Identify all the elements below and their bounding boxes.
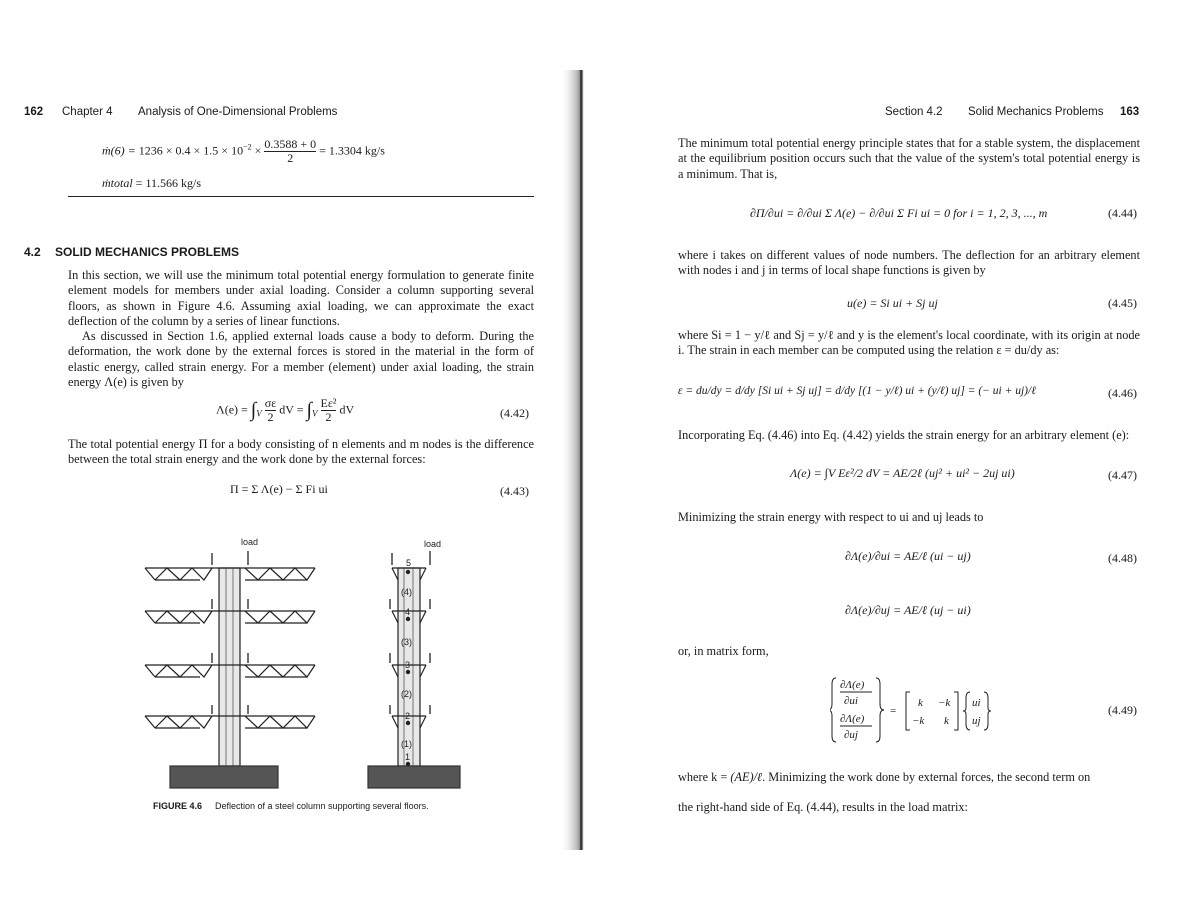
fig-load-right: load [424, 539, 442, 549]
right-para-4: Incorporating Eq. (4.46) into Eq. (4.42) yields the strain energy for an arbitrary element (e): [678, 428, 1130, 442]
eq442-end: dV [339, 402, 355, 417]
fig-element-4: (4) [401, 587, 412, 597]
chapter-title: Analysis of One-Dimensional Problems [138, 106, 338, 118]
right-para-5: Minimizing the strain energy with respect to ui and uj leads to [678, 510, 984, 524]
equation-4-48b: ∂Λ(e)/∂uj = AE/ℓ (uj − ui) [845, 603, 971, 617]
figure-caption: Deflection of a steel column supporting several floors. [215, 801, 429, 811]
fig-element-3: (3) [401, 637, 412, 647]
chapter-label: Chapter 4 [62, 106, 113, 118]
section-title: SOLID MECHANICS PROBLEMS [55, 245, 240, 259]
svg-text:∂Λ(e): ∂Λ(e) [840, 713, 865, 725]
svg-text:uj: uj [972, 715, 981, 727]
eq-m6-exp: −2 [243, 142, 252, 152]
left-para-2: As discussed in Section 1.6, applied external loads cause a body to deform. During the deformation, the work done by the external forces is stored in the material in the form of elastic energy, called strain energy. For a member (element) under axial loading, the strain energy Λ(e) is given by [68, 329, 534, 389]
right-para-7 [678, 770, 1148, 785]
rule-line [68, 196, 534, 197]
eq443-number: (4.43) [500, 484, 529, 498]
para7-b: . Minimizing the work done by external forces, the second term on [762, 770, 1091, 784]
eq442-frac2 [321, 397, 337, 424]
svg-text:∂Λ(e): ∂Λ(e) [840, 679, 865, 691]
left-para-3: The total potential energy Π for a body consisting of n elements and m nodes is the difference between the total strain energy and the work done by the external forces: [68, 437, 534, 467]
fig-node-2: 2 [405, 711, 411, 721]
eq442-num2: Eε² [320, 396, 337, 410]
svg-text:=: = [890, 705, 897, 717]
equation-4-47: Λ(e) = ∫V Eε²/2 dV = AE/2ℓ (uj² + ui² − 2uj ui) [790, 466, 1015, 480]
eq442-num1: σε [264, 396, 277, 410]
equation-total [102, 176, 201, 191]
right-para-8: the right-hand side of Eq. (4.44), results in the load matrix: [678, 800, 968, 814]
section-number: 4.2 [24, 245, 41, 259]
equation-4-42: $\Lambda(e) = \int_V$ $\frac{\sigma\varepsilon}{2}$ dV = $\int_V$ $\frac{\text{Eε²}}{2}$ dV [216, 396, 355, 424]
eq442-frac1 [265, 397, 277, 424]
eq447-number: (4.47) [1108, 468, 1137, 482]
eq442-number: (4.42) [500, 406, 529, 420]
ground-right [368, 766, 460, 788]
equation-4-43: Π = Σ Λ(e) − Σ Fi ui [230, 482, 328, 496]
para7-k: (AE)/ℓ [730, 770, 763, 784]
fig-element-2: (2) [401, 689, 412, 699]
fig-node-4: 4 [405, 607, 411, 617]
right-section-title: Solid Mechanics Problems [968, 106, 1104, 118]
right-para-2: where i takes on different values of node numbers. The deflection for an arbitrary element with nodes i and j in terms of local shape functions is given by [678, 248, 1140, 278]
right-page-number: 163 [1120, 106, 1140, 118]
eq-m6-fraction [264, 138, 316, 165]
right-para-3: where Si = 1 − y/ℓ and Sj = y/ℓ and y is the element's local coordinate, with its origin at node i. The strain in each member can be computed using the relation ε = du/dy as: [678, 328, 1140, 358]
fig-node-1: 1 [405, 752, 411, 762]
svg-text:∂uj: ∂uj [844, 729, 858, 741]
equation-4-46: ε = du/dy = d/dy [Si ui + Sj uj] = d/dy [(1 − y/ℓ) ui + (y/ℓ) uj] = (− ui + uj)/ℓ [678, 385, 1036, 397]
eq-m6-a: 1236 × 0.4 × 1.5 × 10 [138, 143, 244, 158]
svg-text:k: k [944, 715, 949, 727]
fig-node-5: 5 [406, 558, 412, 568]
eq444-number: (4.44) [1108, 206, 1137, 220]
eq-m6-result: = 1.3304 kg/s [319, 143, 385, 158]
right-section-label: Section 4.2 [885, 106, 943, 118]
eq449-number: (4.49) [1108, 703, 1137, 717]
left-column [219, 568, 240, 766]
eq442-mid: dV = [279, 402, 304, 417]
equation-4-45: u(e) = Si ui + Sj uj [847, 296, 938, 310]
fig-element-1: (1) [401, 739, 412, 749]
node-dot [406, 721, 410, 725]
ground-left [170, 766, 278, 788]
eq446-number: (4.46) [1108, 386, 1137, 400]
eq-m6-num: 0.3588 + 0 [264, 137, 317, 151]
equation-m6 [102, 138, 385, 165]
node-dot [406, 570, 410, 574]
left-page-number: 162 [24, 106, 44, 118]
eq-m6-den: 2 [264, 151, 316, 165]
node-dot [406, 762, 410, 766]
equation-4-44: ∂Π/∂ui = ∂/∂ui Σ Λ(e) − ∂/∂ui Σ Fi ui = 0 for i = 1, 2, 3, ..., m [750, 206, 1048, 220]
eq442-lhs: Λ(e) = [216, 402, 248, 417]
left-para-1: In this section, we will use the minimum total potential energy formulation to generate finite element models for members under axial loading. Consider a column supporting several floors, as shown in Figure 4.6. Assuming axial loading, we can approximate the exact deflection of the column by a series of linear functions. [68, 268, 534, 328]
para7-a: where k = [678, 770, 728, 784]
eq-m6-times: × [254, 143, 262, 158]
right-para-6: or, in matrix form, [678, 644, 769, 658]
eq442-den1: 2 [265, 410, 277, 424]
figure-label: FIGURE 4.6 [153, 801, 203, 811]
eq-m6-lhs: ṁ(6) = [102, 143, 136, 158]
eq-total-rhs: = 11.566 kg/s [135, 176, 201, 190]
eq-total-lhs: ṁtotal [102, 176, 133, 190]
eq448-number: (4.48) [1108, 551, 1137, 565]
equation-4-48a: ∂Λ(e)/∂ui = AE/ℓ (ui − uj) [845, 549, 971, 563]
equation-4-49-matrix [830, 674, 1010, 746]
svg-text:k: k [918, 697, 923, 709]
right-para-1: The minimum total potential energy principle states that for a stable system, the displacement at the equilibrium position occurs such that the value of the system's total potential energy is a minimum. That is, [678, 136, 1140, 181]
svg-text:ui: ui [972, 697, 981, 709]
eq445-number: (4.45) [1108, 296, 1137, 310]
eq442-den2: 2 [321, 410, 337, 424]
fig-load-left: load [241, 537, 259, 547]
binding-gutter [560, 70, 590, 850]
svg-text:−k: −k [938, 697, 951, 709]
svg-text:∂ui: ∂ui [844, 695, 858, 707]
node-dot [406, 617, 410, 621]
fig-node-3: 3 [405, 660, 411, 670]
svg-text:−k: −k [912, 715, 925, 727]
figure-4-6 [140, 535, 470, 793]
node-dot [406, 670, 410, 674]
